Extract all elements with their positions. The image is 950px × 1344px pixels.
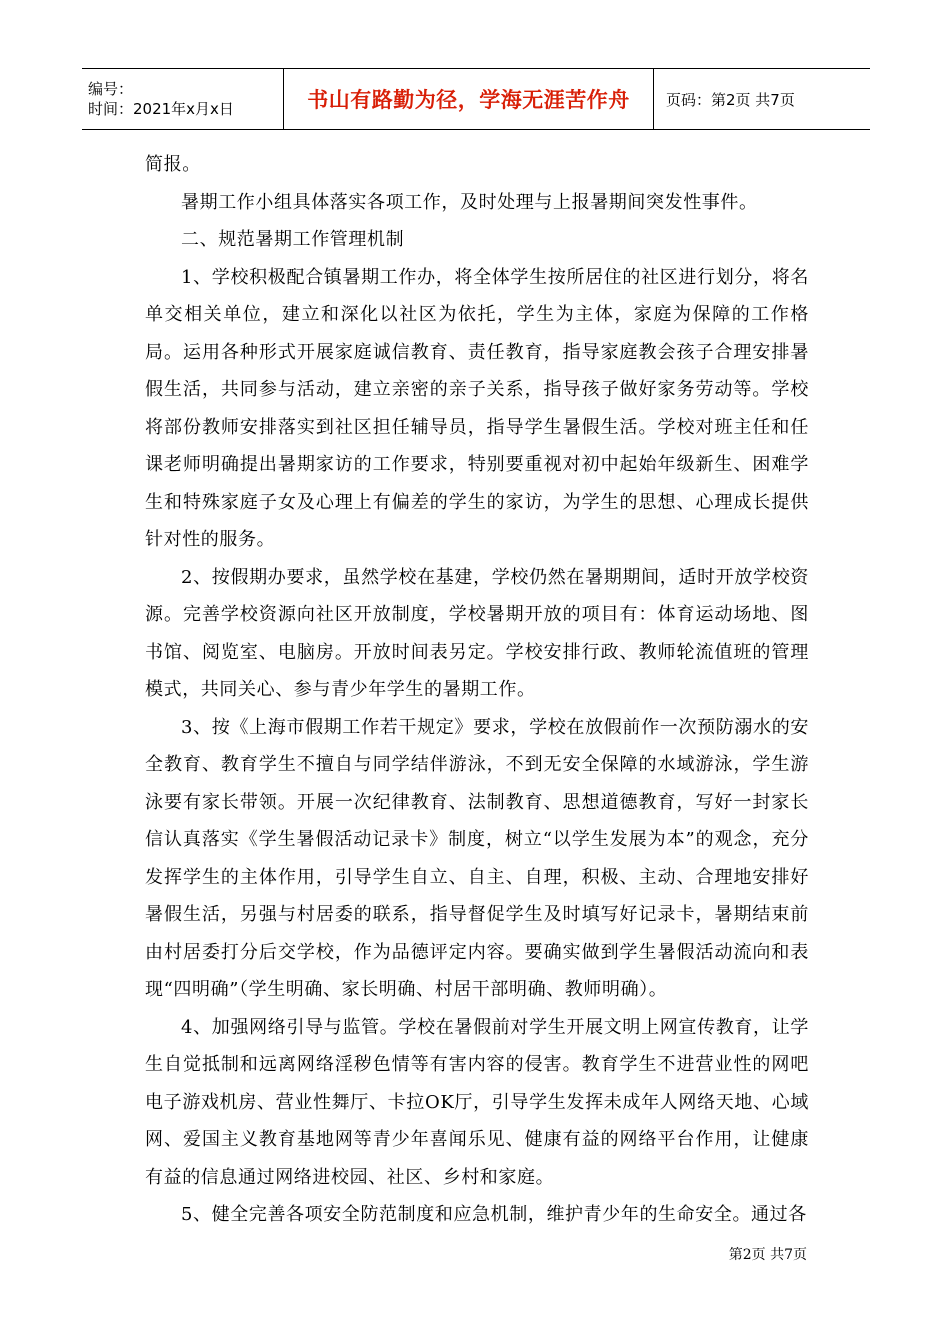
paragraph: 4、加强网络引导与监管。学校在暑假前对学生开展文明上网宣传教育，让学生自觉抵制和远离网络淫秽色情等有害内容的侵害。教育学生不进营业性的网吧电子游戏机房、营业性舞厅、卡拉OK厅，引导学生发挥未成年人网络天地、心域网、爱国主义教育基地网等青少年喜闻乐见、健康有益的网络平台作用，让健康有益的信息通过网络进校园、社区、乡村和家庭。 <box>145 1016 809 1188</box>
paragraph: 暑期工作小组具体落实各项工作，及时处理与上报暑期间突发性事件。 <box>181 191 758 213</box>
document-body <box>145 146 809 1234</box>
section-heading: 二、规范暑期工作管理机制 <box>181 229 405 250</box>
header-page-number: 页码：第2页 共7页 <box>666 90 795 109</box>
paragraph: 1、学校积极配合镇暑期工作办，将全体学生按所居住的社区进行划分，将名单交相关单位，建立和深化以社区为依托，学生为主体，家庭为保障的工作格局。运用各种形式开展家庭诚信教育、责任教育，指导家庭教会孩子合理安排暑假生活，共同参与活动，建立亲密的亲子关系，指导孩子做好家务劳动等。学校将部份教师安排落实到社区担任辅导员，指导学生暑假生活。学校对班主任和任课老师明确提出暑期家访的工作要求，特别要重视对初中起始年级新生、困难学生和特殊家庭子女及心理上有偏差的学生的家访，为学生的思想、心理成长提供针对性的服务。 <box>145 266 809 550</box>
document-code-label: 编号： <box>88 80 134 98</box>
header-page-cell <box>654 69 870 129</box>
paragraph: 5、健全完善各项安全防范制度和应急机制，维护青少年的生命安全。通过各 <box>181 1204 807 1225</box>
paragraph: 2、按假期办要求，虽然学校在基建，学校仍然在暑期期间，适时开放学校资源。完善学校资源向社区开放制度，学校暑期开放的项目有：体育运动场地、图书馆、阅览室、电脑房。开放时间表另定。学校安排行政、教师轮流值班的管理模式，共同关心、参与青少年学生的暑期工作。 <box>145 566 809 700</box>
page-footer: 第2页 共7页 <box>728 1247 807 1263</box>
header-meta <box>82 69 284 129</box>
document-time-label: 时间：2021年x月x日 <box>88 100 234 118</box>
header-motto: 书山有路勤为径，学海无涯苦作舟 <box>307 88 630 112</box>
paragraph-continuation: 简报。 <box>145 154 201 175</box>
header-motto-cell <box>284 69 654 129</box>
page-header <box>82 68 870 130</box>
paragraph: 3、按《上海市假期工作若干规定》要求，学校在放假前作一次预防溺水的安全教育、教育学生不擅自与同学结伴游泳，不到无安全保障的水域游泳，学生游泳要有家长带领。开展一次纪律教育、法制教育、思想道德教育，写好一封家长信认真落实《学生暑假活动记录卡》制度，树立“以学生发展为本”的观念，充分发挥学生的主体作用，引导学生自立、自主、自理，积极、主动、合理地安排好暑假生活，另强与村居委的联系，指导督促学生及时填写好记录卡，暑期结束前由村居委打分后交学校，作为品德评定内容。要确实做到学生暑假活动流向和表现“四明确”（学生明确、家长明确、村居干部明确、教师明确）。 <box>145 716 809 1000</box>
